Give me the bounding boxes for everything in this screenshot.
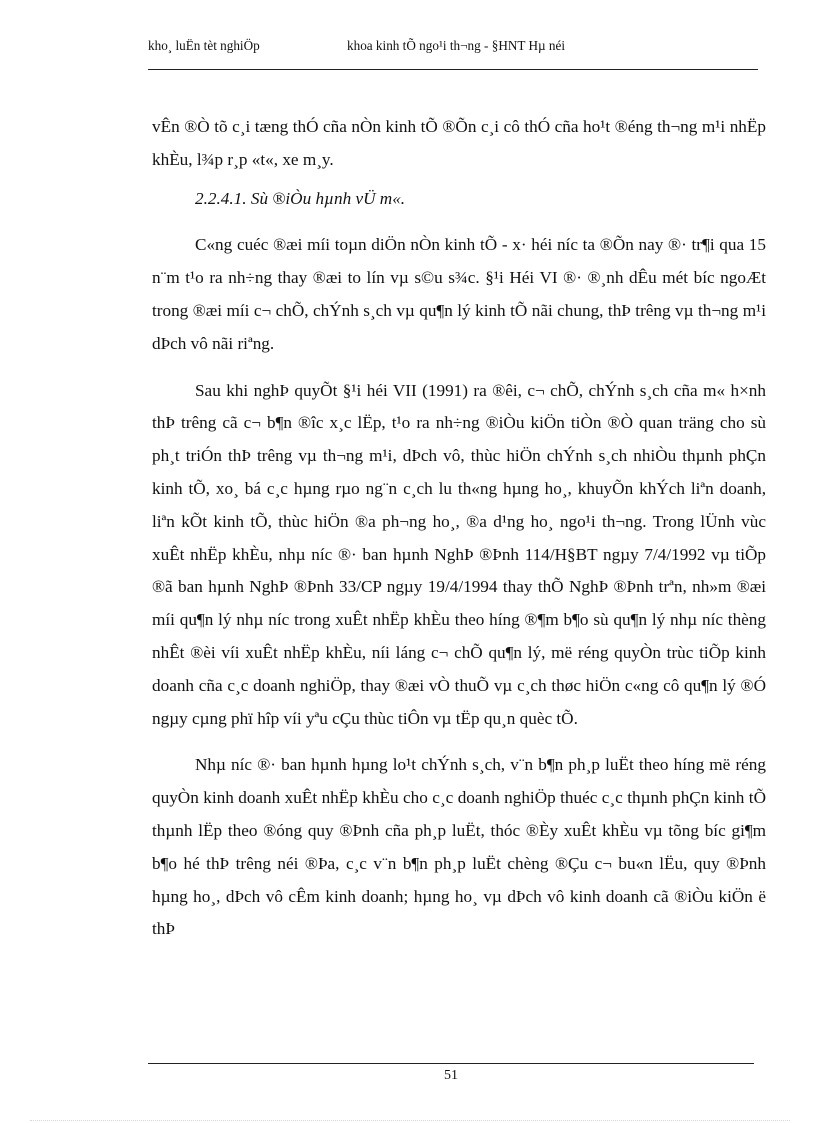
paragraph: C«ng cuéc ®æi míi toµn diÖn nÒn kinh tÕ - x· héi níc ta ®Õn nay ®· tr¶i qua 15 n¨m t¹o ra nh÷ng thay ®æi to lín vµ s©u s¾c. §¹i Héi VI ®· ®¸nh dÊu mét bíc ngoÆt trong ®æi míi c¬ chÕ, chÝnh s¸ch vµ qu¶n lý kinh tÕ nãi chung, thÞ trêng vµ th¬ng m¹i dÞch vô nãi riªng.	[152, 235, 766, 353]
page-edge-divider	[30, 1120, 790, 1121]
header-thesis-label: kho¸ luËn tèt nghiÖp	[148, 38, 260, 53]
paragraph: Nhµ níc ®· ban hµnh hµng lo¹t chÝnh s¸ch, v¨n b¶n ph¸p luËt theo híng më réng quyÒn kinh doanh xuÊt nhËp khÈu cho c¸c doanh nghiÖp thuéc c¸c thµnh phÇn kinh tÕ thµnh lËp theo ®óng quy ®Þnh cña ph¸p luËt, thóc ®Èy xuÊt khÈu vµ tõng bíc gi¶m b¶o hé thÞ trêng néi ®Þa, c¸c v¨n b¶n ph¸p luËt chèng ®Çu c¬ bu«n lËu, quy ®Þnh hµng ho¸, dÞch vô cÊm kinh doanh; hµng ho¸ vµ dÞch vô kinh doanh cã ®iÒu kiÖn ë thÞ	[152, 755, 766, 939]
header-divider	[148, 69, 758, 70]
paragraph-continuation: vÊn ®Ò tõ c¸i tæng thÓ cña nÒn kinh tÕ ®Õn c¸i cô thÓ cña ho¹t ®éng th¬ng m¹i nhËp khÈu, l¾p r¸p «t«, xe m¸y.	[152, 117, 766, 169]
header-faculty-label: khoa kinh tÕ ngo¹i th¬ng - §HNT Hµ néi	[347, 38, 566, 53]
paragraph: Sau khi nghÞ quyÕt §¹i héi VII (1991) ra ®êi, c¬ chÕ, chÝnh s¸ch cña m« h×nh thÞ trêng cã c¬ b¶n ®îc x¸c lËp, t¹o ra nh÷ng ®iÒu kiÖn tiÒn ®Ò quan träng cho sù ph¸t triÓn thÞ trêng vµ th¬ng m¹i, dÞch vô, thùc hiÖn chÝnh s¸ch nhiÒu thµnh phÇn kinh tÕ, xo¸ bá c¸c hµng rµo ng¨n c¸ch lu th«ng hµng ho¸, khuyÕn khÝch liªn doanh, liªn kÕt kinh tÕ, thùc hiÖn ®a ph¬ng ho¸, ®a d¹ng ho¸ ngo¹i th¬ng. Trong lÜnh vùc xuÊt nhËp khÈu, nhµ níc ®· ban hµnh NghÞ ®Þnh 114/H§BT ngµy 7/4/1992 vµ tiÕp ®ã ban hµnh NghÞ ®Þnh 33/CP ngµy 19/4/1994 thay thÕ NghÞ ®Þnh trªn, nh»m ®æi míi qu¶n lý nhµ níc trong xuÊt nhËp khÈu theo híng ®¶m b¶o sù qu¶n lý nhµ níc thèng nhÊt ®èi víi xuÊt nhËp khÈu, níi láng c¬ chÕ qu¶n lý, më réng quyÒn trùc tiÕp kinh doanh cña c¸c doanh nghiÖp, thay ®æi vÒ thuÕ vµ c¸ch thøc hiÖn c«ng cô qu¶n lý ®Ó ngµy cµng phï hîp víi yªu cÇu thùc tiÔn vµ tËp qu¸n quèc tÕ.	[152, 380, 766, 728]
section-heading: 2.2.4.1. Sù ®iÒu hµnh vÜ m«.	[195, 188, 406, 208]
page-number: 51	[444, 1068, 458, 1083]
page-body	[152, 111, 766, 946]
footer-divider	[148, 1063, 754, 1064]
page-header	[148, 38, 756, 58]
